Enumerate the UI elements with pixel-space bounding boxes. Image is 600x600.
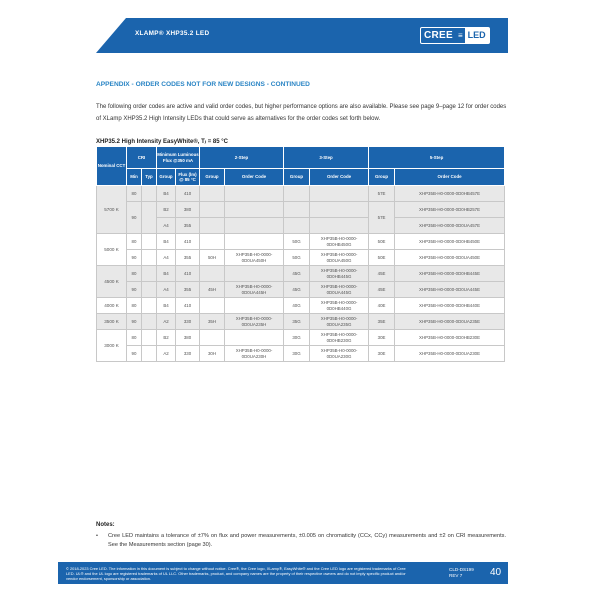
order-code-5step-cell: XHP35B-H0-0000-0D0UA445E [395, 282, 505, 298]
order-codes-table [96, 146, 505, 362]
header-nominal-cct: Nominal CCT [97, 147, 127, 186]
header-2step-order-code: Order Code [225, 169, 284, 186]
group-5step-cell: 30E [369, 330, 395, 346]
header-5step-group: Group [369, 169, 395, 186]
group-3step-cell: 35G [284, 314, 310, 330]
logo-symbol-icon: ≡ [457, 31, 463, 40]
flux-group-cell: B2 [157, 330, 176, 346]
table-row [97, 218, 505, 234]
order-code-2step-cell: XHP35B-H0-0000-0D0UA445H [225, 282, 284, 298]
order-code-5step-cell: XHP35B-H0-0000-0D0HB230E [395, 330, 505, 346]
order-code-3step-cell: XHP35B-H0-0000-0D0HB230G [310, 330, 369, 346]
header-5-step: 5-Step [369, 147, 505, 169]
order-code-2step-cell: XHP35B-H0-0000-0D0UA235H [225, 314, 284, 330]
cri-min-cell: 80 [127, 266, 142, 282]
group-2step-cell: 50H [200, 250, 225, 266]
order-code-2step-cell [225, 330, 284, 346]
flux-cell: 380 [176, 202, 200, 218]
cree-led-logo [420, 27, 490, 44]
footer-doc-code [449, 567, 474, 579]
flux-cell: 410 [176, 186, 200, 202]
table-row [97, 330, 505, 346]
note-text: Cree LED maintains a tolerance of ±7% on flux and power measurements, ±0.005 on chromaticity (CCx, CCy) measurements and ±2 on CRI measurements. See the Measurements section (page 30). [108, 533, 506, 548]
group-3step-cell [284, 202, 310, 218]
table-row [97, 346, 505, 362]
order-code-3step-cell: XHP35B-H0-0000-0D0HB450G [310, 234, 369, 250]
header-3step-group: Group [284, 169, 310, 186]
header-2-step: 2-Step [200, 147, 284, 169]
cri-typ-cell [142, 346, 157, 362]
group-3step-cell [284, 218, 310, 234]
order-code-5step-cell: XHP35B-H0-0000-0D0HB457E [395, 186, 505, 202]
group-5step-cell: 57E [369, 186, 395, 202]
order-code-3step-cell: XHP35B-H0-0000-0D0HB440G [310, 298, 369, 314]
header-title: XLAMP® XHP35.2 LED [135, 30, 210, 37]
cct-cell: 5000 K [97, 234, 127, 266]
cct-cell: 5700 K [97, 186, 127, 234]
note-item [96, 532, 506, 550]
group-2step-cell [200, 234, 225, 250]
header-3step-order-code: Order Code [310, 169, 369, 186]
flux-cell: 355 [176, 250, 200, 266]
order-code-3step-cell [310, 218, 369, 234]
group-5step-cell: 50E [369, 250, 395, 266]
doc-code: CLD-DS199 [449, 567, 474, 572]
cri-min-cell: 90 [127, 250, 142, 266]
flux-cell: 410 [176, 298, 200, 314]
flux-group-cell: B4 [157, 298, 176, 314]
header-min-flux: Minimum Luminous Flux @350 mA [157, 147, 200, 169]
logo-cree-text: CREE [424, 30, 453, 41]
flux-cell: 355 [176, 282, 200, 298]
order-code-5step-cell: XHP35B-H0-0000-0D0UA457E [395, 218, 505, 234]
cri-typ-cell [142, 250, 157, 266]
bullet-icon: • [96, 533, 98, 539]
header-cri: CRI [127, 147, 157, 169]
group-2step-cell: 45H [200, 282, 225, 298]
notes-title: Notes: [96, 522, 115, 528]
flux-group-cell: A2 [157, 314, 176, 330]
cri-typ-cell [142, 266, 157, 282]
group-3step-cell [284, 186, 310, 202]
page-number: 40 [490, 567, 502, 578]
flux-group-cell: B4 [157, 186, 176, 202]
cri-typ-cell [142, 298, 157, 314]
order-code-5step-cell: XHP35B-H0-0000-0D0UA230E [395, 346, 505, 362]
header-cri-min: Min [127, 169, 142, 186]
header-2step-group: Group [200, 169, 225, 186]
flux-cell: 380 [176, 330, 200, 346]
flux-group-cell: A4 [157, 282, 176, 298]
group-5step-cell: 30E [369, 346, 395, 362]
order-code-2step-cell: XHP35B-H0-0000-0D0UA230H [225, 346, 284, 362]
cct-cell: 4500 K [97, 266, 127, 298]
cri-min-cell: 90 [127, 282, 142, 298]
order-code-3step-cell: XHP35B-H0-0000-0D0UA450G [310, 250, 369, 266]
flux-group-cell: B4 [157, 266, 176, 282]
cri-typ-cell [142, 314, 157, 330]
flux-group-cell: A4 [157, 250, 176, 266]
order-code-5step-cell: XHP35B-H0-0000-0D0UA450E [395, 250, 505, 266]
flux-cell: 330 [176, 314, 200, 330]
cct-cell: 3500 K [97, 314, 127, 330]
order-code-5step-cell: XHP35B-H0-0000-0D0UA235E [395, 314, 505, 330]
order-code-2step-cell [225, 202, 284, 218]
table-row [97, 250, 505, 266]
order-code-5step-cell: XHP35B-H0-0000-0D0HB445E [395, 266, 505, 282]
table-row [97, 266, 505, 282]
flux-cell: 355 [176, 218, 200, 234]
cri-min-cell: 80 [127, 298, 142, 314]
cri-typ-cell [142, 282, 157, 298]
table-row [97, 282, 505, 298]
cri-typ-cell [142, 234, 157, 250]
header-5step-order-code: Order Code [395, 169, 505, 186]
flux-cell: 410 [176, 266, 200, 282]
group-3step-cell: 50G [284, 234, 310, 250]
cri-min-cell: 80 [127, 234, 142, 250]
group-3step-cell: 30G [284, 330, 310, 346]
group-3step-cell: 40G [284, 298, 310, 314]
cri-min-cell: 80 [127, 330, 142, 346]
flux-group-cell: B4 [157, 234, 176, 250]
group-2step-cell [200, 298, 225, 314]
table-title: XHP35.2 High Intensity EasyWhite®, Tⱼ = 85 °C [96, 139, 229, 145]
table-row [97, 234, 505, 250]
cct-cell: 3000 K [97, 330, 127, 362]
header-cri-typ: Typ [142, 169, 157, 186]
logo-led-text: LED [465, 28, 489, 43]
cri-typ-cell [142, 330, 157, 346]
cri-min-cell: 80 [127, 186, 142, 202]
group-2step-cell [200, 330, 225, 346]
group-5step-cell: 45E [369, 282, 395, 298]
flux-cell: 330 [176, 346, 200, 362]
header-flux-lm: Flux (lm) @ 85 °C [176, 169, 200, 186]
group-2step-cell [200, 202, 225, 218]
order-code-5step-cell: XHP35B-H0-0000-0D0HB450E [395, 234, 505, 250]
group-2step-cell: 30H [200, 346, 225, 362]
table-row [97, 186, 505, 202]
order-code-3step-cell [310, 186, 369, 202]
order-code-2step-cell [225, 266, 284, 282]
cri-typ-cell [142, 202, 157, 234]
intro-paragraph: The following order codes are active and valid order codes, but higher performance options are also available. Please see page 9–page 12 for order codes of XLamp XHP35.2 High Intensity LEDs that could serve as alternatives for the order codes set forth below. [96, 104, 507, 122]
order-code-3step-cell [310, 202, 369, 218]
flux-group-cell: A4 [157, 218, 176, 234]
group-5step-cell: 57E [369, 202, 395, 234]
order-code-3step-cell: XHP35B-H0-0000-0D0HB445G [310, 266, 369, 282]
order-code-2step-cell [225, 298, 284, 314]
cct-cell: 4000 K [97, 298, 127, 314]
order-code-5step-cell: XHP35B-H0-0000-0D0HB440E [395, 298, 505, 314]
group-2step-cell [200, 186, 225, 202]
group-3step-cell: 45G [284, 266, 310, 282]
cri-min-cell: 90 [127, 346, 142, 362]
header-flux-group: Group [157, 169, 176, 186]
table-row [97, 298, 505, 314]
order-code-3step-cell: XHP35B-H0-0000-0D0UA445G [310, 282, 369, 298]
group-5step-cell: 50E [369, 234, 395, 250]
cri-typ-cell [142, 186, 157, 202]
group-2step-cell [200, 266, 225, 282]
order-code-2step-cell: XHP35B-H0-0000-0D0UA450H [225, 250, 284, 266]
order-code-3step-cell: XHP35B-H0-0000-0D0UA235G [310, 314, 369, 330]
order-code-5step-cell: XHP35B-H0-0000-0D0HB257E [395, 202, 505, 218]
header-3-step: 3-Step [284, 147, 369, 169]
flux-group-cell: B2 [157, 202, 176, 218]
group-3step-cell: 50G [284, 250, 310, 266]
order-code-2step-cell [225, 186, 284, 202]
order-code-2step-cell [225, 218, 284, 234]
flux-group-cell: A2 [157, 346, 176, 362]
group-5step-cell: 35E [369, 314, 395, 330]
footer-legal: © 2018-2023 Cree LED. The information in this document is subject to change without notice. Cree®, the Cree logo, XLamp®, EasyWhite® and the Cree LED logo are registered trademarks of Cree LED. UL® and the UL logo are registered trademarks of UL LLC. Other trademarks, product, and company names are the property of their respective owners and do not imply specific product and/or vendor endorsement, sponsorship or association. [66, 566, 406, 581]
order-code-3step-cell: XHP35B-H0-0000-0D0UA230G [310, 346, 369, 362]
group-5step-cell: 45E [369, 266, 395, 282]
cri-min-cell: 90 [127, 314, 142, 330]
header-notch [96, 18, 126, 53]
table-row [97, 314, 505, 330]
table-row [97, 202, 505, 218]
section-title: APPENDIX - ORDER CODES NOT FOR NEW DESIGNS - CONTINUED [96, 81, 310, 88]
group-3step-cell: 30G [284, 346, 310, 362]
group-2step-cell [200, 218, 225, 234]
group-2step-cell: 35H [200, 314, 225, 330]
doc-revision: REV 7 [449, 573, 463, 578]
order-code-2step-cell [225, 234, 284, 250]
group-5step-cell: 40E [369, 298, 395, 314]
flux-cell: 410 [176, 234, 200, 250]
cri-min-cell: 90 [127, 202, 142, 234]
group-3step-cell: 45G [284, 282, 310, 298]
